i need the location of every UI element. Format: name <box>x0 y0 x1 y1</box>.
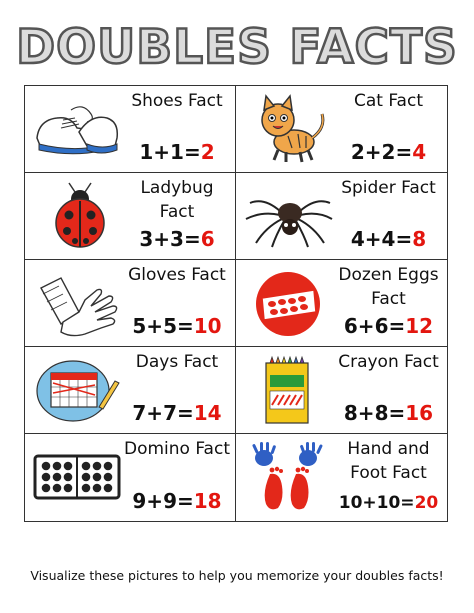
footer-instruction: Visualize these pictures to help you memorize your doubles facts! <box>30 568 444 583</box>
ladybug-icon <box>31 181 123 251</box>
fact-equation: 10+10=20 <box>338 493 439 513</box>
fact-equation: 5+5=10 <box>132 314 222 338</box>
fact-answer: 10 <box>193 314 222 338</box>
fact-equation: 4+4=8 <box>350 227 427 251</box>
fact-label: Domino Fact <box>123 439 230 459</box>
hand-foot-prints-icon <box>242 442 334 512</box>
fact-card-days <box>25 347 236 434</box>
fact-label: Crayon Fact <box>338 352 439 372</box>
fact-label: Cat Fact <box>353 91 423 111</box>
page-title: DOUBLES FACTS <box>16 20 458 75</box>
fact-equation: 6+6=12 <box>343 314 434 338</box>
fact-answer: 18 <box>193 489 222 513</box>
fact-equation: 2+2=4 <box>350 140 427 164</box>
fact-answer: 2 <box>200 140 215 164</box>
fact-label: Hand and Foot Fact <box>347 439 430 483</box>
fact-card-dozen-eggs <box>236 260 447 347</box>
fact-answer: 6 <box>200 227 215 251</box>
fact-equation: 8+8=16 <box>343 401 434 425</box>
fact-label: Shoes Fact <box>131 91 223 111</box>
cat-icon <box>242 94 334 164</box>
fact-answer: 4 <box>412 140 427 164</box>
fact-answer: 20 <box>414 493 439 513</box>
fact-card-cat <box>236 86 447 173</box>
fact-card-hand-and-foot <box>236 434 447 521</box>
spider-icon <box>242 181 334 251</box>
fact-card-gloves <box>25 260 236 347</box>
shoes-icon <box>31 94 123 164</box>
domino-icon <box>31 442 123 512</box>
fact-card-domino <box>25 434 236 521</box>
fact-answer: 14 <box>193 401 222 425</box>
fact-label: Dozen Eggs Fact <box>338 265 439 309</box>
fact-card-spider <box>236 173 447 260</box>
facts-grid <box>24 85 448 522</box>
fact-answer: 16 <box>405 401 434 425</box>
egg-carton-icon <box>242 268 334 338</box>
fact-label: Gloves Fact <box>128 265 226 285</box>
fact-card-ladybug <box>25 173 236 260</box>
fact-label: Days Fact <box>135 352 219 372</box>
fact-card-shoes <box>25 86 236 173</box>
fact-answer: 8 <box>412 227 427 251</box>
fact-answer: 12 <box>405 314 434 338</box>
fact-label: Spider Fact <box>341 178 436 198</box>
crayon-box-icon <box>242 355 334 425</box>
fact-equation: 3+3=6 <box>139 227 215 251</box>
fact-label: Ladybug Fact <box>140 178 214 222</box>
fact-equation: 1+1=2 <box>139 140 215 164</box>
fact-equation: 7+7=14 <box>132 401 222 425</box>
calendar-icon <box>31 355 123 425</box>
fact-card-crayon <box>236 347 447 434</box>
fact-equation: 9+9=18 <box>132 489 222 513</box>
gloves-icon <box>31 268 123 338</box>
